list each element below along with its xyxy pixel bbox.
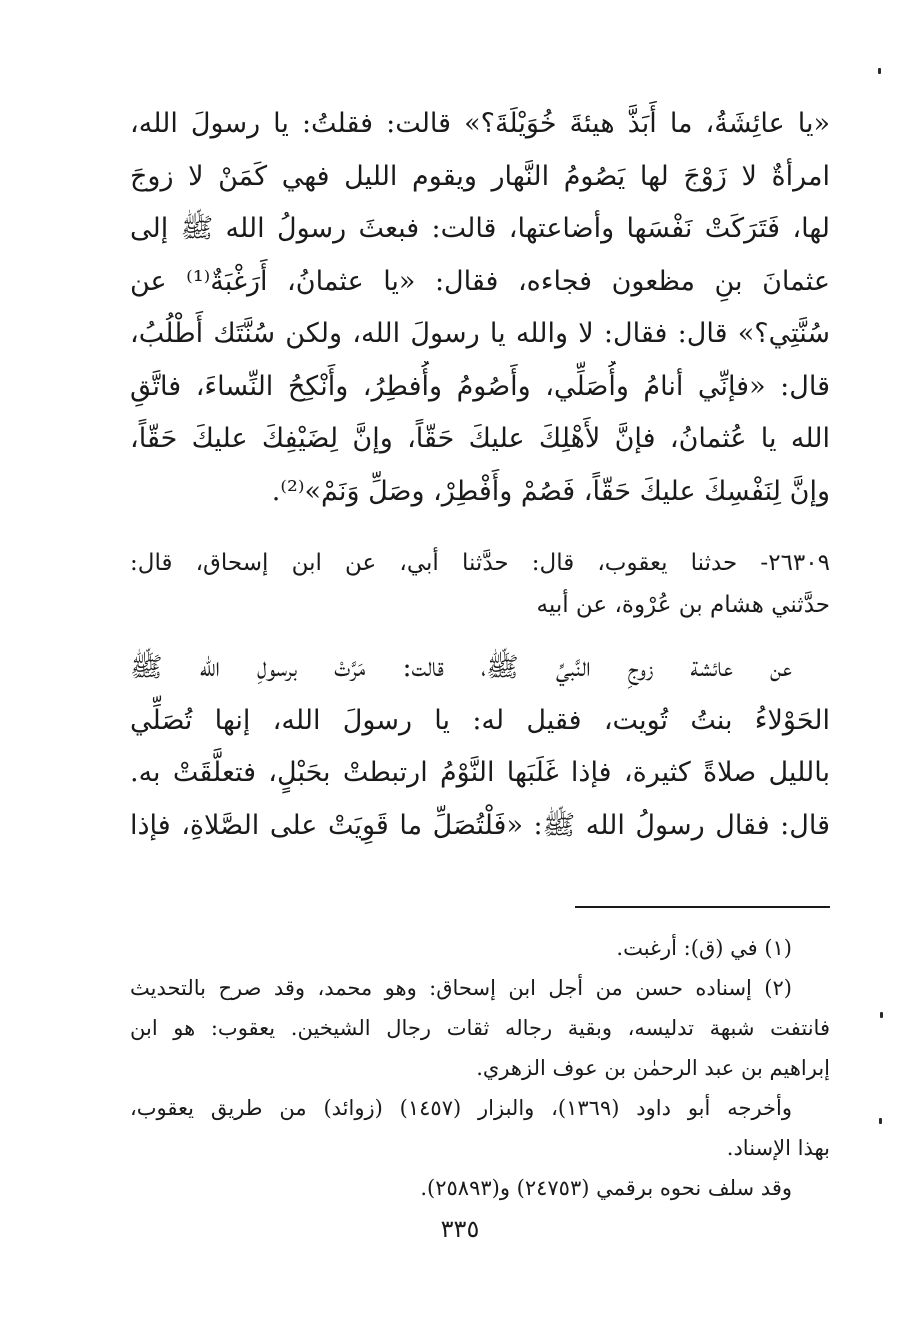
scan-speck: [880, 1012, 883, 1018]
footnote-line: فانتفت شبهة تدليسه، وبقية رجاله ثقات رجال الشيخين. يعقوب: هو ابن: [130, 1016, 830, 1040]
text-line: وإنَّ لِنَفْسِكَ عليكَ حَقّاً، فَصُمْ وأَفْطِرْ، وصَلِّ وَنَمْ»⁽²⁾.: [271, 475, 830, 507]
chain-line: ٢٦٣٠٩- حدثنا يعقوب، قال: حدَّثنا أبي، عن ابن إسحاق، قال:: [130, 550, 830, 576]
text-line: بالليل صلاةً كثيرة، فإذا غَلَبَها النَّوْمُ ارتبطتْ بحَبْلٍ، فتعلَّقَتْ به.: [130, 757, 830, 788]
footnote-line: (١) في (ق): أرغبت.: [616, 936, 792, 960]
text-line: قال: فقال رسولُ الله ﷺ: «فَلْتُصَلِّ ما قَوِيَتْ على الصَّلاةِ، فإذا: [130, 809, 830, 841]
footnotes: [130, 928, 830, 1208]
footnote-line: (٢) إسناده حسن من أجل ابن إسحاق: وهو محمد، وقد صرح بالتحديث: [130, 976, 792, 1000]
text-line: سُنَّتِي؟» قال: فقال: لا والله يا رسولَ الله، ولكن سُنَّتَك أَطْلُبُ،: [130, 318, 830, 349]
scan-speck: [878, 68, 881, 74]
text-line: الحَوْلاءُ بنتُ تُويت، فقيل له: يا رسولَ الله، إنها تُصَلِّي: [130, 704, 830, 736]
hadith-chain: [130, 542, 830, 626]
footnote-line: بهذا الإسناد.: [726, 1136, 830, 1160]
hadith-text: [130, 642, 830, 852]
text-line: امرأةٌ لا زَوْجَ لها يَصُومُ النَّهار ويقوم الليل فهي كَمَنْ لا زوجَ: [130, 160, 830, 192]
scan-speck: [879, 1118, 882, 1124]
text-line: قال: «فإنِّي أنامُ وأُصَلِّي، وأَصُومُ وأُفطِرُ، وأَنْكِحُ النِّساءَ، فاتَّقِ: [130, 370, 830, 402]
text-line: «يا عائِشَةُ، ما أَبَذَّ هيئةَ خُوَيْلَةَ؟» قالت: فقلتُ: يا رسولَ الله،: [130, 108, 830, 139]
chain-line: حدَّثني هشام بن عُرْوة، عن أبيه: [536, 592, 830, 618]
text-line: لها، فَتَرَكَتْ نَفْسَها وأضاعتها، قالت: فبعثَ رسولُ الله ﷺ إلى: [130, 213, 830, 244]
footnote-separator: [575, 906, 830, 908]
footnote-line: وقد سلف نحوه برقمي (٢٤٧٥٣) و(٢٥٨٩٣).: [420, 1176, 792, 1200]
footnote-line: وأخرجه أبو داود (١٣٦٩)، والبزار (١٤٥٧) (زوائد) من طريق يعقوب،: [130, 1096, 792, 1120]
footnote-line: إبراهيم بن عبد الرحمٰن بن عوف الزهري.: [476, 1056, 830, 1080]
page-number: ٣٣٥: [440, 1215, 480, 1243]
text-line: عثمانَ بنِ مظعون فجاءه، فقال: «يا عثمانُ، أَرَغْبَةٌ⁽¹⁾ عن: [130, 265, 830, 297]
text-line: عن عائشة زوجِ النَّبيِّ ﷺ، قالت: مَرَّتْ برسولِ الله ﷺ: [130, 652, 792, 683]
text-line: الله يا عُثمانُ، فإنَّ لأَهْلِكَ عليكَ حَقّاً، وإنَّ لِضَيْفِكَ عليكَ حَقّاً،: [130, 423, 830, 454]
main-text: [130, 98, 830, 518]
